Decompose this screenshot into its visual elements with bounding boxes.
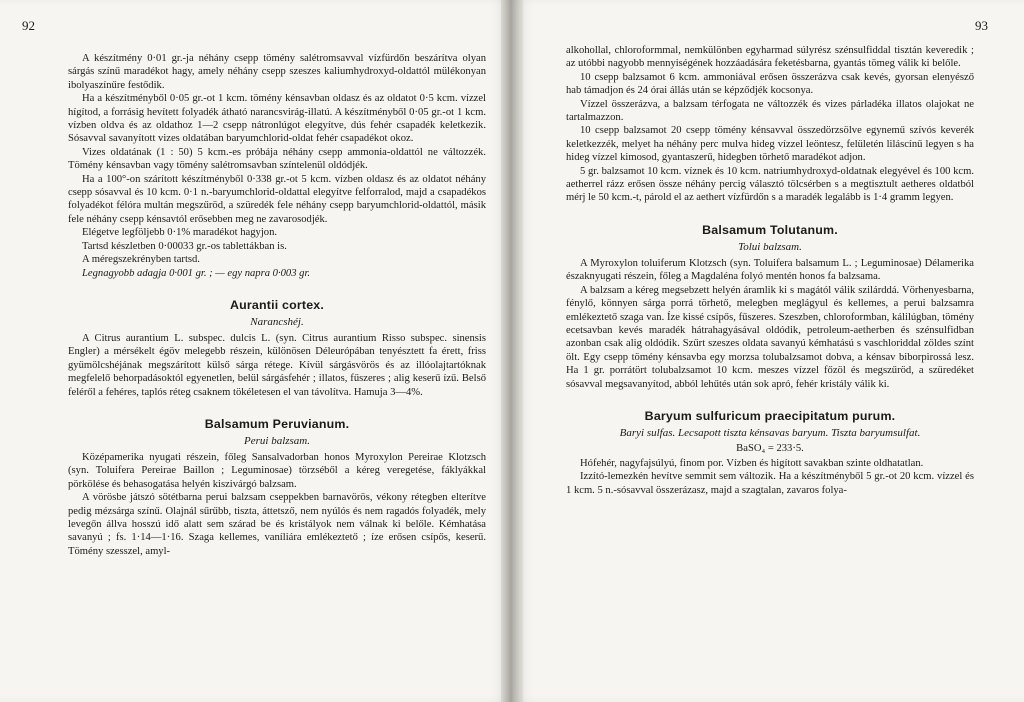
paragraph: A Myroxylon toluiferum Klotzsch (syn. Toluifera balsamum L. ; Leguminosae) Délamerika északnyugati részein, főleg a Magdaléna folyó mentén honos fa balzsama. [566, 257, 974, 283]
paragraph: Vízzel összerázva, a balzsam térfogata ne változzék és vizes párladéka illatos olajokat ne tartalmazzon. [566, 98, 974, 124]
section-subtitle-baryum: Baryi sulfas. Lecsapott tiszta kénsavas baryum. Tiszta baryumsulfat. [619, 426, 921, 439]
paragraph: Elégetve legföljebb 0·1% maradékot hagyjon. [82, 227, 278, 239]
paragraph: A készítmény 0·01 gr.-ja néhány csepp tömény salétromsavval vízfürdőn beszárítva olyan sárgás színű maradékot hagy, amely néhány csepp szeszes kaliumhydroxyd-oldattól mülékonyan ibolyaszínűre festődik. [68, 53, 486, 91]
page-number-right: 93 [975, 18, 988, 33]
paragraph: Ha a 100°-on szárított készítményből 0·338 gr.-ot 5 kcm. vízben oldasz és az oldatot néhány csepp sósavval és 10 kcm. 0·1 n.-baryumchlorid-oldattal elegyítve felforralod, majd a csapadékos folyadékot félóra multán megszűröd, a szüredék fele néhány csepp baryumchlorid-oldattól, másik fele néhány csepp kénsavtól erősebben meg ne zavarosodjék. [68, 173, 486, 225]
page-number-left: 92 [22, 18, 35, 33]
paragraph: A balzsam a kéreg megsebzett helyén áramlik ki s magától válik szilárddá. Vörhenyesbarna, fénylő, könnyen sárga porrá törhető, melegben meglágyul és kellemes, a perui balzsamra emlékeztető szaga van. Íze kissé csípős, fűszeres. Szeszben, chloroformban, kálilúgban, tömény ecetsavban kevés maradék hátrahagyásával oldódik, petroleum-aetherben és szénsulfidban azonban csak alig oldódik. Szűrt szeszes oldata savanyú kémhatású s vaschloriddal zöldes színt ölt. Egy csepp tömény kénsavba egy morzsa tolubalzsamot dobva, a kénsav biborpirossá lesz. Ha 1 gr. porrátört tolubalzsamot 10 kcm. meszes vízzel főzöl és megszűröd, a szüredéket sósavval megsavanyítod, abból lehűtés után sok apró, fehér kristály válik ki. [566, 284, 974, 390]
section-title-aurantii: Aurantii cortex. [229, 297, 325, 312]
paragraph: Középamerika nyugati részein, főleg Sansalvadorban honos Myroxylon Pereirae Klotzsch (syn. Toluifera Pereirae Baillon ; Leguminosae) törzséből a kéreg veregetése, fáklyákkal pörkölése és behasogatása helyén kiszivárgó balzsam. [68, 451, 486, 490]
paragraph: A vörösbe játszó sötétbarna perui balzsam cseppekben barnavörös, vékony rétegben elterítve pedig mézsárga színű. Olajnál sűrűbb, tiszta, áttetsző, nem nyúlós és nem ragadós folyadék, mely levegőn állva hosszú idő alatt sem szárad be és kristályok nem válnak ki belőle. Kémhatása savanyú ; fs. 1·14—1·16. Szaga kellemes, vaníliára emlékeztető ; íze erősen csípős, keserű. Tömény szesszel, amyl- [68, 492, 486, 557]
section-subtitle-tolutanum: Tolui balzsam. [738, 240, 802, 253]
paragraph: Ha a készítményből 0·05 gr.-ot 1 kcm. tömény kénsavban oldasz és az oldatot 0·5 kcm. vízzel hígítod, a forrásig hevített folyadék átható narancsvirág-illatú. A készítményből 0·05 gr.-ot 1 kcm. vízben oldva és az oldathoz 1—2 csepp nátronlúgot elegyítve, dús fehér csapadék keletkezik. Sósavval savanyított vizes oldatában baryumchlorid-oldat fehér csapadékot okoz. [68, 93, 486, 145]
paragraph: 10 csepp balzsamot 6 kcm. ammoniával erősen összerázva csak kevés, gyorsan elenyésző hab támadjon és 24 órai állás után se képződjék kocsonya. [566, 71, 974, 97]
chemical-formula: BaSO₄ = 233·5. [736, 442, 804, 454]
paragraph: 10 csepp balzsamot 20 csepp tömény kénsavval összedörzsölve egynemű szívós keverék keletkezzék, melyet ha néhány perc mulva hideg vízzel leöntesz, felületén liláscínű legyen s ha hideg vízzel kimosod, gyantaszerű, hidegben törhető maradékot adjon. [566, 125, 974, 164]
paragraph: alkohollal, chloroformmal, nemkülönben egyharmad súlyrész szénsulfiddal tisztán keveredik ; az utóbbi nagyobb mennyiségének hozzáadására feketésbarna, gyantás tömeg válik ki belőle. [566, 45, 974, 70]
paragraph: Vizes oldatának (1 : 50) 5 kcm.-es próbája néhány csepp ammonia-oldattól ne változzék. Tömény kénsavban vagy tömény salétromsavban színtelenül oldódjék. [68, 146, 486, 172]
section-title-baryum: Baryum sulfuricum praecipitatum purum. [644, 408, 896, 423]
book-gutter [501, 0, 523, 702]
section-subtitle-peruvianum: Perui balzsam. [244, 434, 310, 447]
paragraph: A méregszekrényben tartsd. [82, 254, 200, 266]
paragraph: Hófehér, nagyfajsúlyú, finom por. Vízben és higított savakban szinte oldhatatlan. [580, 457, 924, 469]
section-title-peruvianum: Balsamum Peruvianum. [204, 416, 350, 431]
paragraph: Tartsd készletben 0·00033 gr.-os tablettákban is. [82, 240, 287, 252]
paragraph: A Citrus aurantium L. subspec. dulcis L. (syn. Citrus aurantium Risso subspec. sinensis Engler) a mérsékelt égöv melegebb részein, különösen Déleurópában tenyésztett fa érett, friss gyümölcshéjának megszárított külső sárga rétege. Kívül sárgásvörös és az illóolajtartóknak megfelelő behorpadásoktól egyenetlen, belül sárgásfehér ; illatos, fűszeres ; alig keserű ízű. Belső feléről a fehéres, taplós réteg csaknem tökéletesen el van távolítva. Hamuja 3—4%. [68, 332, 486, 398]
dose-line: Legnagyobb adagja 0·001 gr. ; — egy napra 0·003 gr. [82, 267, 311, 279]
paragraph: Izzító-lemezkén hevítve semmit sem változik. Ha a készítményből 5 gr.-ot 20 kcm. vízzel és 1 kcm. 5 n.-sósavval összerázasz, majd a szagtalan, zavaros folya- [566, 471, 974, 496]
section-subtitle-aurantii: Narancshéj. [250, 315, 304, 328]
section-title-tolutanum: Balsamum Tolutanum. [702, 222, 838, 237]
right-page [512, 0, 1024, 702]
paragraph: 5 gr. balzsamot 10 kcm. víznek és 10 kcm. natriumhydroxyd-oldatnak elegyével és 100 kcm. aetherrel rázz erősen össze néhány percig választó tölcsérben s a megtisztult aetheres oldatból mérj le 50 kcm.-t, párold el az aethert vízfürdőn s a maradék legalább is 1·4 gramm legyen. [566, 165, 974, 204]
